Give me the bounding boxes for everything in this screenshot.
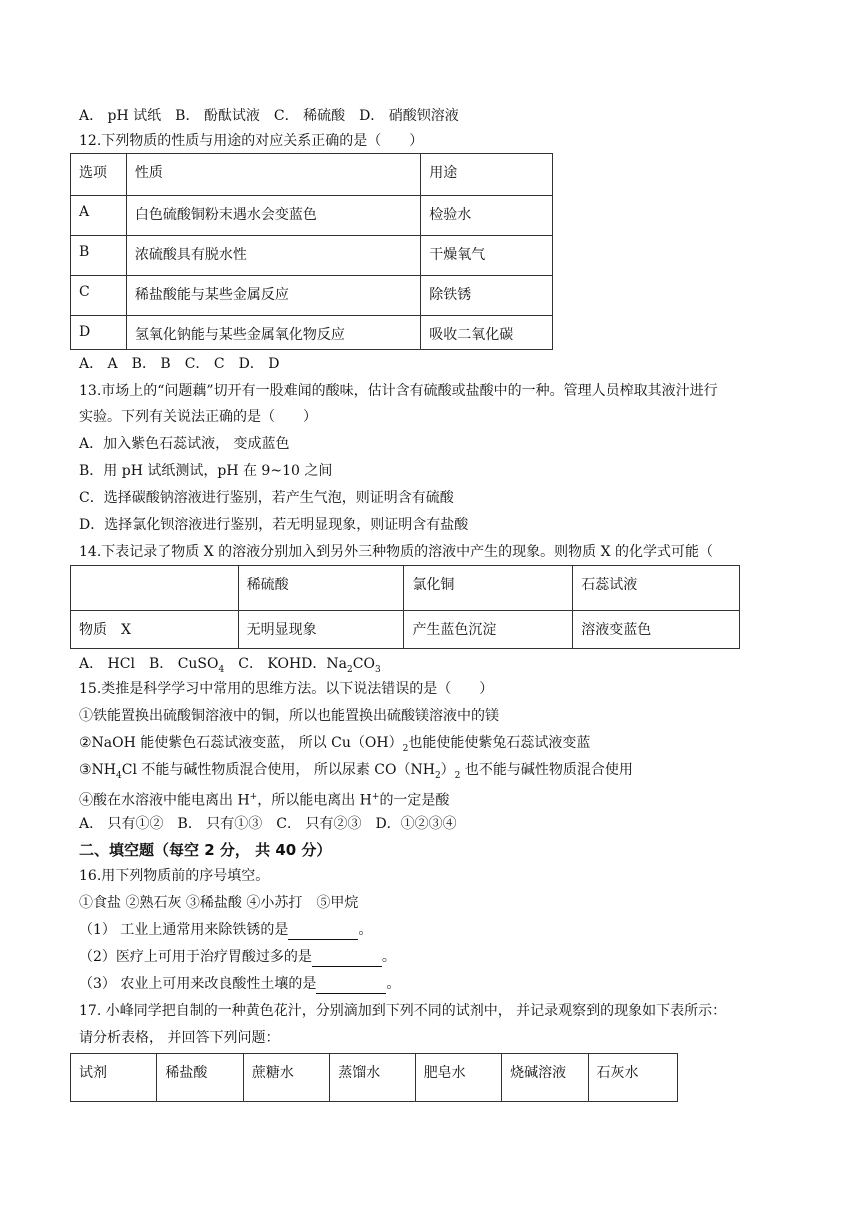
q15-statement-1: ①铁能置换出硫酸铜溶液中的铜，所以也能置换出硫酸镁溶液中的镁 [79,708,499,724]
punctuation: 。 [381,949,396,965]
table-header-cell: 性质 [126,154,420,196]
answer-blank[interactable] [288,925,358,940]
table-header-cell: 石灰水 [588,1054,677,1102]
q16-part-2 [79,947,396,967]
q14-table [70,565,740,649]
subscript: 2 [434,770,441,781]
q13-option-d: D．选择氯化钡溶液进行鉴别，若无明显现象，则证明含有盐酸 [79,517,469,533]
q16-items: ①食盐 ②熟石灰 ③稀盐酸 ④小苏打 ⑤甲烷 [79,895,359,911]
table-cell: B [71,236,127,276]
q17-stem-line1: 17. 小峰同学把自制的一种黄色花汁，分别滴加到下列不同的试剂中， 并记录观察到的现象如下表所示： [79,1003,727,1019]
table-header-cell: 选项 [71,154,127,196]
question-text: （1） 工业上通常用来除铁锈的是 [79,922,289,938]
option-text: C． KOHD．Na [224,656,347,672]
table-header-cell [71,566,239,611]
statement-text: Cl 不能与碱性物质混合使用， 所以尿素 CO（NH [121,762,435,778]
table-cell: C [71,276,127,316]
statement-text: ④酸在水溶液中能电离出 H [79,792,250,809]
q15-options: A． 只有①② B． 只有①③ C． 只有②③ D．①②③④ [79,816,457,832]
question-text: （3） 农业上可用来改良酸性土壤的是 [79,976,317,992]
punctuation: 。 [386,976,401,992]
punctuation: 。 [358,922,373,938]
answer-blank[interactable] [316,979,386,994]
subscript: 3 [374,664,381,675]
table-header-cell: 稀硫酸 [238,566,404,611]
statement-text: 的一定是酸 [379,792,450,809]
table-cell: 除铁锈 [421,276,553,316]
table-cell: 溶液变蓝色 [573,611,740,649]
option-text: A． HCl B． CuSO [79,656,219,672]
q13-option-c: C．选择碳酸钠溶液进行鉴别，若产生气泡，则证明含有硫酸 [79,490,454,506]
q15-statement-2 [79,733,590,759]
table-header-cell: 稀盐酸 [157,1054,243,1102]
superscript: + [249,792,258,802]
q13-stem-line2: 实验。下列有关说法正确的是（ ） [79,409,317,425]
table-cell: 吸收二氧化碳 [421,316,553,350]
table-cell: A [71,196,127,236]
q12-options: A． A B． B C． C D． D [79,356,280,372]
q13-stem-line1: 13.市场上的“问题藕”切开有一股难闻的酸味，估计含有硫酸或盐酸中的一种。管理人员榨取其液汁进行 [79,383,718,399]
subscript: 4 [218,664,225,675]
answer-blank[interactable] [312,952,382,967]
table-cell: 物质 X [71,611,239,649]
table-header-cell: 用途 [421,154,553,196]
table-header-cell: 蒸馏水 [330,1054,415,1102]
q16-part-3 [79,974,400,994]
q13-option-a: A．加入紫色石蕊试液， 变成蓝色 [79,436,290,452]
q17-table [70,1053,678,1102]
q14-options [79,654,381,680]
subscript: 2 [402,743,409,754]
q16-part-1 [79,920,372,940]
q11-options: A． pH 试纸 B． 酚酞试液 C． 稀硫酸 D． 硝酸钡溶液 [79,108,459,124]
subscript: 2 [347,664,353,675]
q17-stem-line2: 请分析表格， 并回答下列问题： [79,1030,280,1046]
statement-text: ，所以能电离出 H [257,792,372,809]
q15-statement-3 [79,760,633,786]
table-cell: 浓硫酸具有脱水性 [126,236,420,276]
table-header-cell: 石蕊试液 [573,566,740,611]
table-header-cell: 蔗糖水 [243,1054,329,1102]
q16-stem: 16.用下列物质前的序号填空。 [79,868,270,884]
table-cell: 产生蓝色沉淀 [404,611,573,649]
table-cell: 氢氧化钠能与某些金属氧化物反应 [126,316,420,350]
q15-stem: 15.类推是科学学习中常用的思维方法。以下说法错误的是（ ） [79,681,494,697]
statement-text: ③NH [79,762,117,778]
question-text: （2）医疗上可用于治疗胃酸过多的是 [79,949,312,965]
subscript: 4 [116,770,122,781]
q12-table [70,153,553,350]
table-cell: 检验水 [421,196,553,236]
subscript: 2 [454,770,461,781]
statement-text: ②NaOH 能使紫色石蕊试液变蓝， 所以 Cu（OH） [79,735,403,751]
table-cell: 干燥氧气 [421,236,553,276]
section-heading: 二、填空题（每空 2 分， 共 40 分） [79,841,332,859]
table-cell: 稀盐酸能与某些金属反应 [126,276,420,316]
q14-stem: 14.下表记录了物质 X 的溶液分别加入到另外三种物质的溶液中产生的现象。则物质 X 的化学式可能（ [79,544,713,560]
option-text: CO [352,656,375,672]
q15-statement-4 [79,787,449,811]
statement-text: 也能使能使紫兔石蕊试液变蓝 [408,735,591,751]
statement-text: 也不能与碱性物质混合使用 [460,762,633,778]
q12-stem: 12.下列物质的性质与用途的对应关系正确的是（ ） [79,133,424,149]
q13-option-b: B．用 pH 试纸测试，pH 在 9~10 之间 [79,463,333,479]
table-cell: D [71,316,127,350]
table-header-cell: 烧碱溶液 [502,1054,588,1102]
statement-text: ） [440,762,455,778]
table-cell: 无明显现象 [238,611,404,649]
table-header-cell: 氯化铜 [404,566,573,611]
superscript: + [371,792,380,802]
table-cell: 白色硫酸铜粉末遇水会变蓝色 [126,196,420,236]
table-header-cell: 肥皂水 [415,1054,501,1102]
table-header-cell: 试剂 [71,1054,157,1102]
